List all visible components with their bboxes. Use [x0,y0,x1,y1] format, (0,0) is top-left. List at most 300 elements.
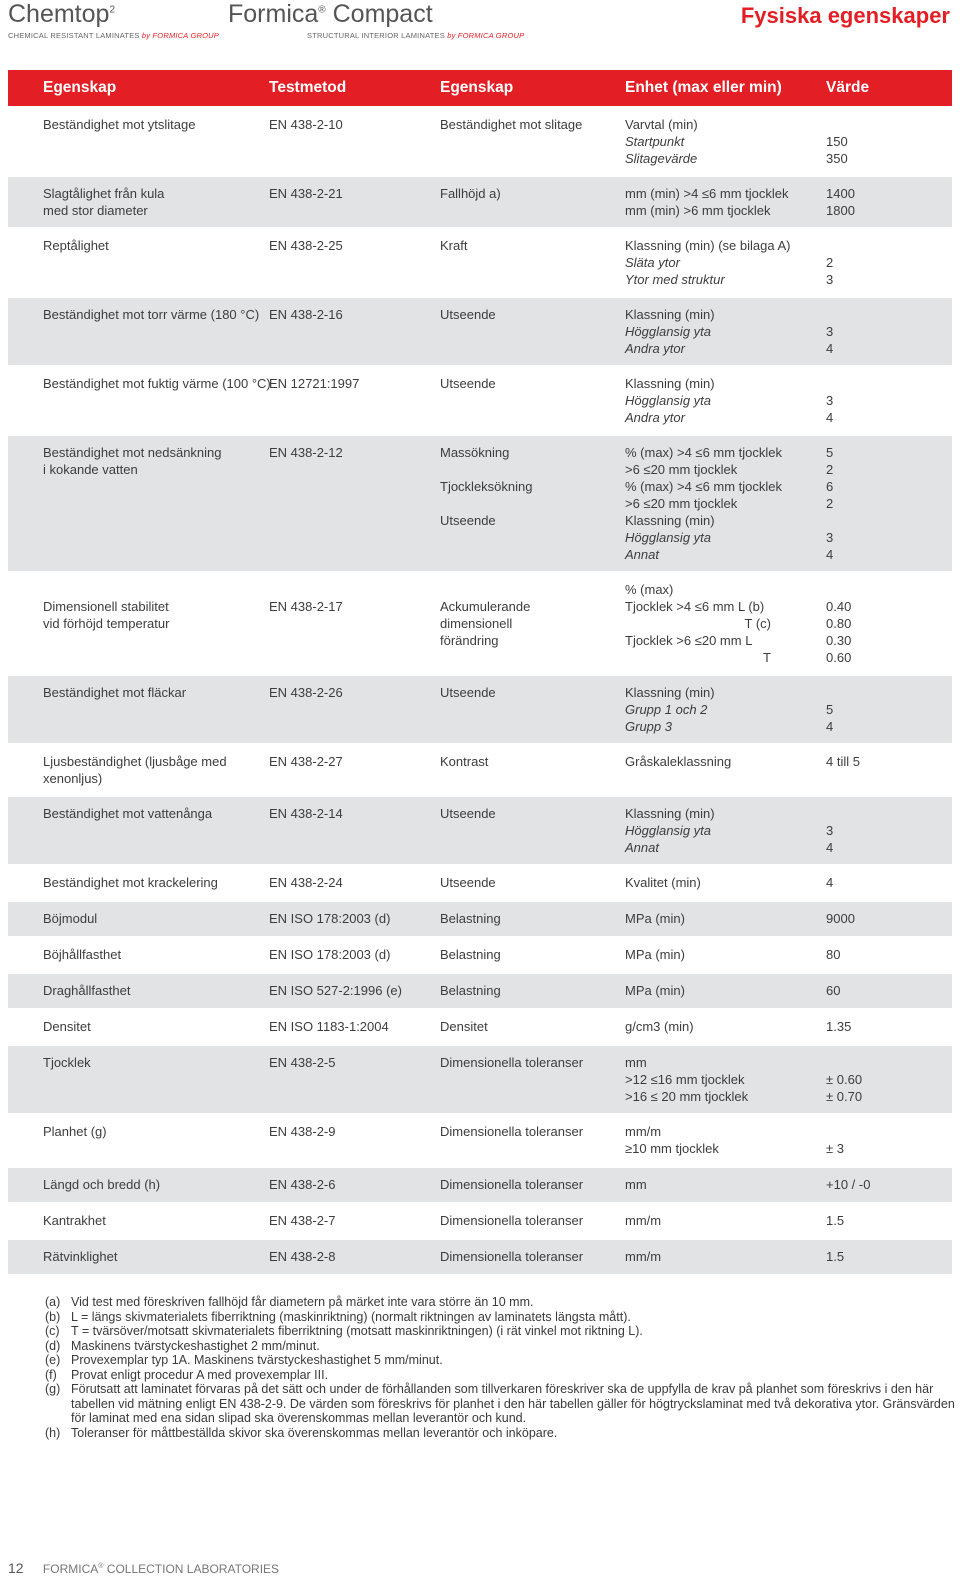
cell-line: Klassning (min) [625,376,715,391]
table-row [8,936,952,972]
cell-line: 6 [826,479,834,494]
header-egenskap: Egenskap [43,79,117,96]
footnote-label: (f) [45,1367,57,1382]
cell-line: >12 ≤16 mm tjocklek [625,1072,745,1087]
table-cell-c5 [826,805,833,856]
table-cell-c3 [440,684,496,701]
table-cell-c2 [269,1176,335,1193]
table-cell-c2 [269,1212,335,1229]
cell-line: Beständighet mot vattenånga [43,806,213,821]
cell-line: 1.5 [826,1213,845,1228]
cell-line: T (c) [744,616,771,631]
page-title: Fysiska egenskaper [740,3,950,28]
table-cell-c4 [625,185,789,219]
cell-line: 1800 [826,203,855,218]
footnotes [45,1295,955,1440]
cell-line: 60 [826,983,841,998]
cell-line: Belastning [440,911,501,926]
table-cell-c1 [43,982,130,999]
cell-line [43,581,169,598]
table-cell-c3 [440,874,496,891]
table-cell-c3 [440,306,496,323]
table-cell-c2 [269,684,343,701]
cell-line: 1400 [826,186,855,201]
cell-line: 4 [826,875,834,890]
cell-line: Utseende [440,806,496,821]
cell-line: Dimensionella toleranser [440,1177,584,1192]
cell-line: Dimensionella toleranser [440,1249,584,1264]
table-row [8,1044,952,1113]
cell-line [826,512,833,529]
cell-line: Rätvinklighet [43,1249,118,1264]
table-row [8,106,952,175]
table-row [8,1238,952,1274]
header-testmetod: Testmetod [269,79,347,96]
cell-line [440,495,533,512]
page-number: 12 [8,1560,24,1576]
footnote-text: Förutsatt att laminatet förvaras på det sätt och under de förhållanden som tillverkaren föreskriver ska de uppfylla de krav på planhet som föreskrivs i den här tabellen vid mätning enligt EN 438-2-9. De värden som föreskrivs för planhet i den här tabellen gäller för högtryckslaminat med två dekorativa ytor. Gränsvärden för laminat med ena sidan slipad ska överenskommas mellan leverantör och kund. [71,1382,955,1425]
table-cell-c5 [826,116,848,167]
cell-line: mm (min) >6 mm tjocklek [625,203,771,218]
cell-line: Kantrakhet [43,1213,106,1228]
table-cell-c3 [440,910,501,927]
footnote-text: Provat enligt procedur A med provexemplar III. [71,1367,329,1382]
cell-line: Beständighet mot slitage [440,117,583,132]
table-row [8,1166,952,1202]
table-cell-c5 [826,444,833,563]
table-cell-c2 [269,805,343,822]
cell-line: 9000 [826,911,855,926]
table-cell-c4 [625,684,715,735]
table-row [8,743,952,795]
table-row [8,434,952,571]
cell-line: 350 [826,151,848,166]
footnote [45,1382,955,1426]
footer-label: FORMICA® COLLECTION LABORATORIES [42,1562,280,1576]
table-cell-c4 [625,306,715,357]
table-cell-c4 [625,581,771,666]
cell-line: ± 3 [826,1141,844,1156]
cell-line: Grupp 3 [625,719,672,734]
cell-line: EN 438-2-24 [269,875,343,890]
cell-line: Dimensionell stabilitet [43,599,169,614]
cell-line: Beständighet mot fuktig värme (100 °C) [43,376,271,391]
cell-line: % (max) [625,582,674,597]
table-cell-c2 [269,375,359,392]
cell-line: Kvalitet (min) [625,875,701,890]
footnote [45,1426,955,1441]
formica-compact-logo: Formica® Compact [228,0,433,28]
table-cell-c5 [826,581,851,666]
table-cell-c4 [625,910,685,927]
table-cell-c4 [625,1248,661,1265]
cell-line: 4 [826,840,834,855]
cell-line: mm/m [625,1249,662,1264]
cell-line: EN 438-2-16 [269,307,343,322]
cell-line [826,805,833,822]
cell-line: EN 438-2-14 [269,806,343,821]
cell-line: EN 438-2-12 [269,445,343,460]
cell-line: 3 [826,530,834,545]
table-cell-c5 [826,946,840,963]
cell-line: Dimensionella toleranser [440,1124,584,1139]
table-cell-c5 [826,982,840,999]
cell-line: Utseende [440,875,496,890]
cell-line: Högglansig yta [625,324,711,339]
cell-line: >6 ≤20 mm tjocklek [625,462,738,477]
table-cell-c3 [440,1054,583,1071]
table-cell-c2 [269,1018,389,1035]
table-cell-c3 [440,581,530,649]
table-cell-c3 [440,982,501,999]
cell-line: % (max) >4 ≤6 mm tjocklek [625,479,783,494]
cell-line: 4 [826,547,834,562]
cell-line [440,581,530,598]
table-cell-c4 [625,946,685,963]
cell-line [826,306,833,323]
cell-line: >6 ≤20 mm tjocklek [625,496,738,511]
table-cell-c5 [826,910,855,927]
cell-line: Utseende [440,685,496,700]
table-row [8,900,952,936]
table-row [8,972,952,1008]
table-cell-c1 [43,1176,160,1193]
table-cell-c5 [826,1018,851,1035]
cell-line: Tjocklek >6 ≤20 mm L [625,633,753,648]
table-cell-c3 [440,1248,583,1265]
cell-line: 5 [826,702,834,717]
cell-line [826,237,833,254]
cell-line: EN 438-2-9 [269,1124,336,1139]
cell-line: 3 [826,393,834,408]
cell-line: Fallhöjd a) [440,186,501,201]
cell-line: Utseende [440,307,496,322]
table-cell-c4 [625,874,701,891]
cell-line: MPa (min) [625,947,685,962]
table-cell-c2 [269,116,343,133]
table-row [8,674,952,743]
table-cell-c4 [625,444,782,563]
cell-line: Kraft [440,238,468,253]
table-row [8,864,952,900]
footnote [45,1310,955,1325]
table-cell-c2 [269,185,343,202]
cell-line: MPa (min) [625,983,685,998]
cell-line: dimensionell [440,616,513,631]
footnote [45,1368,955,1383]
cell-line [826,1123,844,1140]
cell-line: Högglansig yta [625,530,711,545]
table-row [8,1113,952,1166]
cell-line: Beständighet mot torr värme (180 °C) [43,307,260,322]
table-cell-c1 [43,1123,107,1140]
cell-line: Beständighet mot fläckar [43,685,187,700]
cell-line: EN 438-2-21 [269,186,343,201]
table-cell-c5 [826,753,860,770]
footnote-text: T = tvärsöver/motsatt skivmaterialets fiberriktning (motsatt maskinriktningen) (i rät vinkel mot riktning L). [71,1324,643,1338]
footnote-label: (a) [45,1295,61,1309]
cell-line: Andra ytor [625,410,685,425]
table-cell-c2 [269,753,343,770]
cell-line: EN 438-2-7 [269,1213,336,1228]
chemtop-logo: Chemtop$^2$ [8,0,116,28]
table-cell-c5 [826,185,855,219]
cell-line: 1.5 [826,1249,845,1264]
footnote [45,1295,955,1310]
cell-line: EN 438-2-8 [269,1249,336,1264]
table-cell-c2 [269,946,390,963]
table-cell-c1 [43,185,164,219]
cell-line: 1.35 [826,1019,852,1034]
cell-line: vid förhöjd temperatur [43,616,170,631]
cell-line: ≥10 mm tjocklek [625,1141,719,1156]
table-header [8,70,952,106]
cell-line: mm [625,1177,647,1192]
cell-line: Böjhållfasthet [43,947,122,962]
cell-line: xenonljus) [43,771,103,786]
table-cell-c4 [625,982,685,999]
cell-line: Andra ytor [625,341,685,356]
cell-line: 3 [826,324,834,339]
footnote-text: Provexemplar typ 1A. Maskinens tvärstyckeshastighet 5 mm/minut. [71,1353,443,1367]
cell-line [826,375,833,392]
cell-line: Utseende [440,376,496,391]
table-cell-c1 [43,1212,106,1229]
cell-line: Tjocklek >4 ≤6 mm L (b) [625,599,765,614]
cell-line: 3 [826,272,834,287]
cell-line: Beständighet mot nedsänkning [43,445,222,460]
table-cell-c2 [269,306,343,323]
footnote-label: (b) [45,1309,61,1324]
cell-line: Klassning (min) [625,513,715,528]
table-cell-c5 [826,1212,844,1229]
table-cell-c4 [625,375,715,426]
table-cell-c1 [43,946,121,963]
table-cell-c5 [826,1176,870,1193]
table-cell-c5 [826,1248,844,1265]
cell-line: förändring [440,633,499,648]
cell-line: 0.40 [826,599,852,614]
table-cell-c1 [43,581,169,632]
table-row [8,296,952,365]
table-cell-c1 [43,805,212,822]
table-cell-c1 [43,684,186,701]
table-cell-c2 [269,1123,335,1140]
cell-line: Dimensionella toleranser [440,1055,584,1070]
cell-line: EN 438-2-10 [269,117,343,132]
cell-line: EN 438-2-27 [269,754,343,769]
cell-line [826,684,833,701]
cell-line: Slitagevärde [625,151,698,166]
table-cell-c1 [43,116,195,133]
cell-line: Startpunkt [625,134,685,149]
header-varde: Värde [826,79,870,96]
table-cell-c2 [269,237,343,254]
cell-line: Draghållfasthet [43,983,131,998]
table-cell-c3 [440,1123,583,1140]
footnote-label: (e) [45,1353,61,1367]
footnote-label: (d) [45,1338,61,1353]
table-row [8,1008,952,1044]
cell-line: mm (min) >4 ≤6 mm tjocklek [625,186,789,201]
cell-line: g/cm3 (min) [625,1019,694,1034]
cell-line: Densitet [43,1019,91,1034]
footnote-label: (h) [45,1425,61,1440]
cell-line: 2 [826,255,834,270]
cell-line: 0.80 [826,616,852,631]
cell-line: 4 [826,719,834,734]
table-cell-c3 [440,753,488,770]
table-cell-c1 [43,444,222,478]
cell-line: EN 12721:1997 [269,376,360,391]
table-cell-c1 [43,375,271,392]
formica-compact-subtitle: STRUCTURAL INTERIOR LAMINATES by FORMICA GROUP [307,31,525,40]
cell-line: Ackumulerande [440,599,531,614]
header-enhet: Enhet (max eller min) [625,79,782,96]
cell-line: Reptålighet [43,238,109,253]
cell-line: EN 438-2-26 [269,685,343,700]
cell-line: +10 / -0 [826,1177,871,1192]
chemtop-subtitle: CHEMICAL RESISTANT LAMINATES by FORMICA GROUP [8,31,220,40]
cell-line: mm/m [625,1213,662,1228]
table-cell-c3 [440,1212,583,1229]
cell-line: Grupp 1 och 2 [625,702,708,717]
cell-line: 4 [826,410,834,425]
cell-line: Högglansig yta [625,393,711,408]
cell-line: Klassning (min) [625,307,715,322]
table-cell-c4 [625,1176,647,1193]
cell-line: EN ISO 178:2003 (d) [269,911,391,926]
table-cell-c2 [269,1248,335,1265]
footnote [45,1339,955,1354]
cell-line: Densitet [440,1019,488,1034]
cell-line: EN 438-2-5 [269,1055,336,1070]
table-cell-c4 [625,1018,694,1035]
table-cell-c3 [440,1176,583,1193]
table-cell-c1 [43,874,218,891]
footnote-text: L = längs skivmaterialets fiberriktning (maskinriktning) (normalt riktningen av laminatets längsta mått). [71,1309,631,1324]
cell-line: Släta ytor [625,255,680,270]
table-cell-c1 [43,1248,117,1265]
cell-line: EN 438-2-25 [269,238,343,253]
table-cell-c4 [625,116,698,167]
table-row [8,365,952,434]
table-cell-c5 [826,684,833,735]
cell-line: Tjockleksökning [440,479,533,494]
table-cell-c1 [43,1054,91,1071]
page-header [0,0,960,60]
table-cell-c1 [43,753,227,787]
footnote-text: Vid test med föreskriven fallhöjd får diametern på märket inte vara större än 10 mm. [71,1295,534,1309]
cell-line: 150 [826,134,848,149]
cell-line: Gråskaleklassning [625,754,732,769]
cell-line: Annat [625,547,659,562]
cell-line: Böjmodul [43,911,98,926]
footnote [45,1324,955,1339]
table-cell-c3 [440,375,496,392]
cell-line: EN 438-2-17 [269,599,343,614]
cell-line: 0.30 [826,633,852,648]
cell-line: Planhet (g) [43,1124,107,1139]
cell-line: Klassning (min) [625,685,715,700]
cell-line: Annat [625,840,659,855]
cell-line: Utseende [440,513,496,528]
table-cell-c4 [625,1054,748,1105]
table-cell-c1 [43,306,259,323]
cell-line: mm/m [625,1124,662,1139]
footnote-text: Maskinens tvärstyckeshastighet 2 mm/minut. [71,1338,320,1353]
table-cell-c5 [826,237,833,288]
cell-line: 4 [826,341,834,356]
cell-line [826,1054,862,1071]
cell-line: 2 [826,462,834,477]
table-cell-c1 [43,910,97,927]
table-cell-c3 [440,805,496,822]
cell-line: med stor diameter [43,203,148,218]
table-cell-c2 [269,1054,335,1071]
cell-line: Längd och bredd (h) [43,1177,161,1192]
cell-line: Belastning [440,947,501,962]
table-cell-c5 [826,874,833,891]
cell-line: >16 ≤ 20 mm tjocklek [625,1089,749,1104]
cell-line: Dimensionella toleranser [440,1213,584,1228]
table-cell-c5 [826,1054,862,1105]
cell-line: Slagtålighet från kula [43,186,165,201]
table-cell-c2 [269,581,343,615]
cell-line: 80 [826,947,841,962]
cell-line: mm [625,1055,647,1070]
table-cell-c3 [440,237,467,254]
table-row [8,795,952,864]
cell-line [269,581,343,598]
table-cell-c5 [826,1123,844,1157]
table-row [8,1202,952,1238]
cell-line: % (max) >4 ≤6 mm tjocklek [625,445,783,460]
table-cell-c3 [440,1018,488,1035]
table-row [8,227,952,296]
cell-line: 5 [826,445,834,460]
cell-line: 4 till 5 [826,754,860,769]
cell-line: Klassning (min) (se bilaga A) [625,238,791,253]
cell-line: i kokande vatten [43,462,138,477]
cell-line: EN ISO 1183-1:2004 [269,1019,389,1034]
table-row [8,571,952,674]
page-footer [8,1560,279,1576]
footnote-label: (g) [45,1382,61,1396]
cell-line: ± 0.70 [826,1089,863,1104]
table-cell-c5 [826,375,833,426]
cell-line: Beständighet mot ytslitage [43,117,196,132]
cell-line [826,581,851,598]
table-cell-c4 [625,237,790,288]
cell-line: ± 0.60 [826,1072,863,1087]
table-row [8,175,952,227]
table-cell-c1 [43,237,109,254]
cell-line: Ljusbeständighet (ljusbåge med [43,754,227,769]
cell-line: MPa (min) [625,911,685,926]
cell-line: EN ISO 527-2:1996 (e) [269,983,402,998]
table-cell-c2 [269,444,343,461]
table-cell-c4 [625,805,715,856]
cell-line: Beständighet mot krackelering [43,875,218,890]
table-cell-c1 [43,1018,91,1035]
properties-table [8,70,952,1274]
cell-line: Varvtal (min) [625,117,698,132]
table-cell-c4 [625,753,731,770]
table-cell-c3 [440,444,533,529]
cell-line: Klassning (min) [625,806,715,821]
cell-line: Högglansig yta [625,823,711,838]
